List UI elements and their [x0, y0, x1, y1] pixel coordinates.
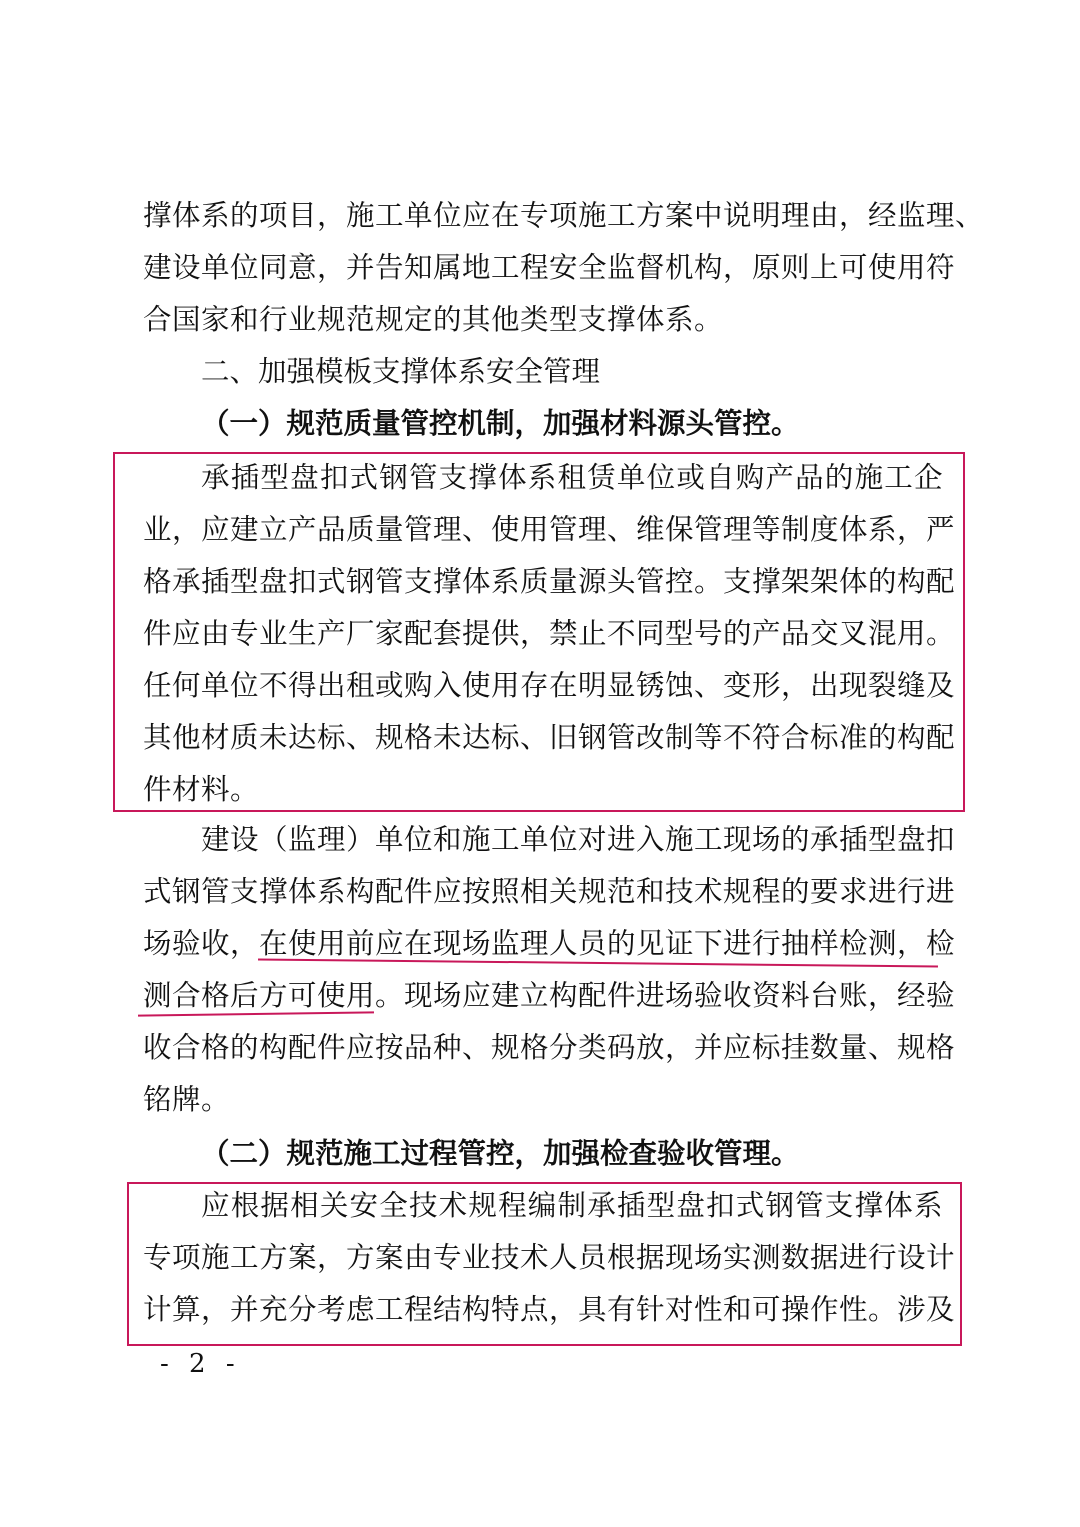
text-line: 件材料。 — [143, 773, 260, 806]
text-line: 承插型盘扣式钢管支撑体系租赁单位或自购产品的施工企 — [201, 461, 943, 494]
text-line: 撑体系的项目，施工单位应在专项施工方案中说明理由，经监理、 — [143, 199, 985, 232]
section-heading: 二、加强模板支撑体系安全管理 — [201, 355, 601, 388]
text-line: 场验收，在使用前应在现场监理人员的见证下进行抽样检测，检 — [143, 927, 956, 960]
sub-heading-1: （一）规范质量管控机制，加强材料源头管控。 — [201, 407, 800, 440]
text-line: 格承插型盘扣式钢管支撑体系质量源头管控。支撑架架体的构配 — [143, 565, 956, 598]
text-line: 铭牌。 — [143, 1083, 231, 1116]
text-line: 任何单位不得出租或购入使用存在明显锈蚀、变形，出现裂缝及 — [143, 669, 956, 702]
text-line: 建设（监理）单位和施工单位对进入施工现场的承插型盘扣 — [201, 823, 956, 856]
sub-heading-2: （二）规范施工过程管控，加强检查验收管理。 — [201, 1137, 800, 1170]
text-line: 计算，并充分考虑工程结构特点，具有针对性和可操作性。涉及 — [143, 1293, 956, 1326]
text-line: 建设单位同意，并告知属地工程安全监督机构，原则上可使用符 — [143, 251, 956, 284]
text-line: 测合格后方可使用。现场应建立构配件进场验收资料台账，经验 — [143, 979, 956, 1012]
text-line: 应根据相关安全技术规程编制承插型盘扣式钢管支撑体系 — [201, 1189, 943, 1222]
text-line: 收合格的构配件应按品种、规格分类码放，并应标挂数量、规格 — [143, 1031, 956, 1064]
text-line: 式钢管支撑体系构配件应按照相关规范和技术规程的要求进行进 — [143, 875, 956, 908]
text-line: 专项施工方案，方案由专业技术人员根据现场实测数据进行设计 — [143, 1241, 956, 1274]
text-line: 合国家和行业规范规定的其他类型支撑体系。 — [143, 303, 724, 336]
page-number: - 2 - — [160, 1349, 241, 1379]
text-line: 件应由专业生产厂家配套提供，禁止不同型号的产品交叉混用。 — [143, 617, 956, 650]
text-line: 其他材质未达标、规格未达标、旧钢管改制等不符合标准的构配 — [143, 721, 956, 754]
text-line: 业，应建立产品质量管理、使用管理、维保管理等制度体系，严 — [143, 513, 956, 546]
